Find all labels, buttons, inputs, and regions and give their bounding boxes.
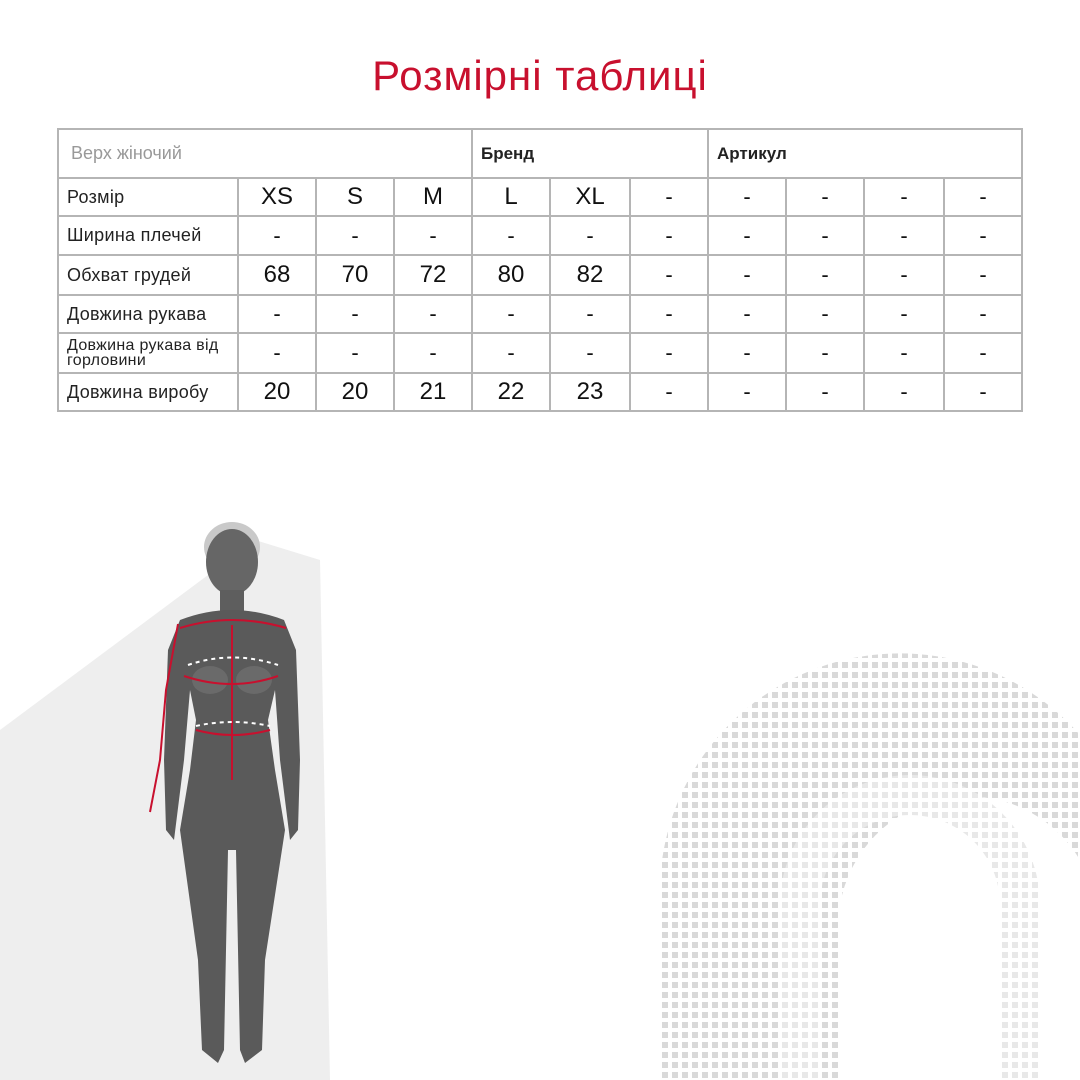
table-cell: - <box>864 216 944 255</box>
brand-cell: Бренд <box>472 129 708 178</box>
table-cell: - <box>238 216 316 255</box>
table-cell: - <box>630 255 708 295</box>
table-cell: - <box>316 295 394 333</box>
table-cell: - <box>944 255 1022 295</box>
table-cell: XL <box>550 178 630 216</box>
table-cell: - <box>708 295 786 333</box>
table-cell: - <box>394 333 472 373</box>
table-cell: - <box>394 295 472 333</box>
table-cell: - <box>864 373 944 411</box>
table-cell: L <box>472 178 550 216</box>
table-cell: - <box>864 178 944 216</box>
table-cell: - <box>864 255 944 295</box>
table-cell: 22 <box>472 373 550 411</box>
table-cell: - <box>786 216 864 255</box>
table-cell: - <box>472 295 550 333</box>
table-cell: - <box>550 333 630 373</box>
table-cell: 80 <box>472 255 550 295</box>
table-cell: - <box>786 295 864 333</box>
table-cell: XS <box>238 178 316 216</box>
table-cell: 72 <box>394 255 472 295</box>
table-cell: - <box>786 333 864 373</box>
table-cell: - <box>708 216 786 255</box>
table-cell: 23 <box>550 373 630 411</box>
table-cell: - <box>630 373 708 411</box>
table-cell: - <box>394 216 472 255</box>
table-cell: - <box>238 295 316 333</box>
table-cell: - <box>316 333 394 373</box>
embroidery-arch-pattern <box>660 653 1080 1080</box>
table-cell: - <box>630 333 708 373</box>
table-cell: - <box>472 333 550 373</box>
table-cell: 20 <box>316 373 394 411</box>
table-cell: - <box>786 255 864 295</box>
row-label: Довжина рукава від горловини <box>58 333 238 373</box>
table-cell: - <box>238 333 316 373</box>
table-cell: 68 <box>238 255 316 295</box>
table-cell: 21 <box>394 373 472 411</box>
table-cell: S <box>316 178 394 216</box>
table-cell: - <box>944 373 1022 411</box>
category-cell: Верх жіночий <box>58 129 472 178</box>
table-cell: - <box>944 216 1022 255</box>
table-cell: - <box>786 178 864 216</box>
table-cell: - <box>630 295 708 333</box>
table-cell: - <box>316 216 394 255</box>
table-cell: - <box>708 373 786 411</box>
table-cell: - <box>550 295 630 333</box>
table-cell: - <box>864 333 944 373</box>
table-cell: - <box>708 333 786 373</box>
row-label: Обхват грудей <box>58 255 238 295</box>
table-cell: 20 <box>238 373 316 411</box>
table-cell: 70 <box>316 255 394 295</box>
table-cell: - <box>786 373 864 411</box>
table-cell: - <box>864 295 944 333</box>
row-label: Довжина рукава <box>58 295 238 333</box>
table-cell: - <box>944 333 1022 373</box>
page-title: Розмірні таблиці <box>372 52 708 99</box>
table-cell: - <box>472 216 550 255</box>
table-cell: - <box>944 178 1022 216</box>
table-cell: - <box>708 255 786 295</box>
table-cell: M <box>394 178 472 216</box>
table-cell: - <box>944 295 1022 333</box>
article-cell: Артикул <box>708 129 1022 178</box>
table-cell: - <box>550 216 630 255</box>
table-cell: - <box>630 216 708 255</box>
table-cell: 82 <box>550 255 630 295</box>
row-label: Ширина плечей <box>58 216 238 255</box>
row-label: Довжина виробу <box>58 373 238 411</box>
row-label: Розмір <box>58 178 238 216</box>
table-cell: - <box>630 178 708 216</box>
table-cell: - <box>708 178 786 216</box>
